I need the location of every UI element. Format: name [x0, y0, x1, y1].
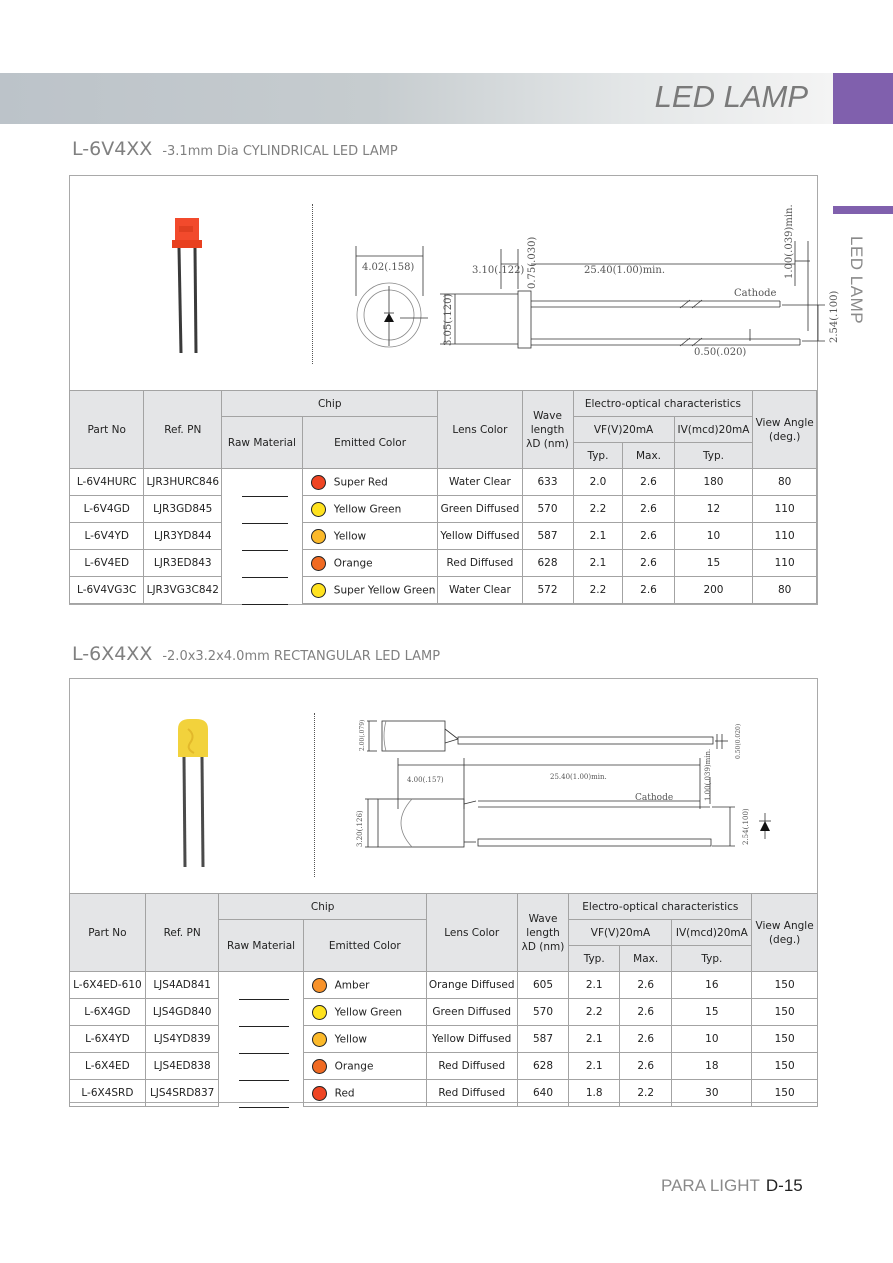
- dim-label: 4.00(.157): [407, 776, 444, 784]
- cell-iv-typ: 18: [672, 1053, 752, 1080]
- col-header-vf: VF(V)20mA: [569, 920, 672, 946]
- section-description: -2.0x3.2x4.0mm RECTANGULAR LED LAMP: [162, 649, 441, 664]
- section-description: -3.1mm Dia CYLINDRICAL LED LAMP: [162, 144, 398, 159]
- product-panel-cylindrical: [69, 175, 840, 605]
- col-header-vf-typ: Typ.: [569, 946, 619, 972]
- cell-view-angle: 150: [752, 999, 818, 1026]
- col-header-view-angle: View Angle (deg.): [752, 894, 818, 972]
- dimension-drawing-cylindrical: [340, 201, 840, 391]
- col-header-iv-typ: Typ.: [674, 443, 753, 469]
- cell-raw-material: [222, 523, 303, 550]
- cell-lens-color: Red Diffused: [426, 1053, 517, 1080]
- cell-vf-typ: 2.0: [573, 469, 623, 496]
- dim-label: 3.10(.122): [472, 265, 525, 276]
- col-header-wavelength: Wave length λD (nm): [517, 894, 569, 972]
- cell-wavelength: 605: [517, 972, 569, 999]
- col-header-iv: IV(mcd)20mA: [672, 920, 752, 946]
- side-tab-label: LED LAMP: [847, 236, 866, 325]
- cell-raw-material: [222, 550, 303, 577]
- cell-vf-typ: 2.1: [573, 550, 623, 577]
- color-swatch-icon: [311, 475, 326, 490]
- cell-ref-pn: LJS4AD841: [145, 972, 219, 999]
- dim-label: 0.50(.020): [694, 347, 747, 358]
- cell-vf-max: 2.2: [619, 1080, 672, 1107]
- dim-label: 2.00(.079): [359, 719, 366, 751]
- cell-vf-typ: 2.2: [569, 999, 619, 1026]
- dim-label: 3.05(.120): [443, 293, 454, 346]
- col-header-lens-color: Lens Color: [426, 894, 517, 972]
- cell-iv-typ: 10: [674, 523, 753, 550]
- table-row: [70, 550, 817, 577]
- emitted-color-label: Amber: [334, 979, 370, 991]
- cell-raw-material: [222, 577, 303, 604]
- section-title-rectangular: [72, 643, 440, 665]
- footer-brand: PARA LIGHT: [661, 1176, 760, 1195]
- dim-label: 0.75(.030): [527, 236, 538, 289]
- cell-ref-pn: LJS4ED838: [145, 1053, 219, 1080]
- color-swatch-icon: [312, 1086, 327, 1101]
- cell-vf-max: 2.6: [623, 550, 674, 577]
- cell-part-no: L-6X4ED-610: [70, 972, 146, 999]
- cell-wavelength: 628: [517, 1053, 569, 1080]
- cell-wavelength: 587: [517, 1026, 569, 1053]
- cell-vf-typ: 2.1: [569, 972, 619, 999]
- cell-vf-max: 2.6: [619, 972, 672, 999]
- header-accent-block: [833, 73, 893, 124]
- cell-ref-pn: LJR3HURC846: [144, 469, 222, 496]
- cell-vf-typ: 2.1: [569, 1026, 619, 1053]
- cell-view-angle: 150: [752, 1080, 818, 1107]
- raw-material-dash: [239, 1107, 288, 1108]
- color-swatch-icon: [311, 529, 326, 544]
- cell-view-angle: 110: [753, 523, 817, 550]
- header-banner: [0, 73, 833, 124]
- emitted-color-label: Yellow Green: [334, 1006, 403, 1018]
- cell-iv-typ: 180: [674, 469, 753, 496]
- cell-ref-pn: LJR3YD844: [144, 523, 222, 550]
- cell-emitted-color: [302, 496, 438, 523]
- cell-vf-typ: 2.2: [573, 496, 623, 523]
- cell-lens-color: Red Diffused: [438, 550, 522, 577]
- cell-raw-material: [222, 469, 303, 496]
- cell-raw-material: [219, 1053, 303, 1080]
- cell-part-no: L-6X4YD: [70, 1026, 146, 1053]
- cell-ref-pn: LJR3VG3C842: [144, 577, 222, 604]
- cell-raw-material: [219, 999, 303, 1026]
- table-row: [70, 1053, 818, 1080]
- led-lead: [184, 757, 185, 867]
- color-swatch-icon: [311, 502, 326, 517]
- cell-part-no: L-6V4VG3C: [70, 577, 144, 604]
- raw-material-dash: [242, 604, 288, 605]
- cell-part-no: L-6V4GD: [70, 496, 144, 523]
- color-swatch-icon: [312, 1005, 327, 1020]
- photo-divider: [314, 713, 315, 877]
- cell-ref-pn: LJR3ED843: [144, 550, 222, 577]
- cell-vf-max: 2.6: [619, 1026, 672, 1053]
- cell-vf-typ: 2.1: [573, 523, 623, 550]
- cell-emitted-color: [302, 469, 438, 496]
- dim-label: 25.40(1.00)min.: [584, 265, 665, 276]
- cell-vf-max: 2.6: [619, 1053, 672, 1080]
- emitted-color-label: Red: [334, 1087, 355, 1099]
- dimension-drawing-rectangular: [350, 709, 810, 869]
- cell-emitted-color: [303, 999, 426, 1026]
- color-swatch-icon: [311, 556, 326, 571]
- led-lead: [179, 248, 181, 353]
- col-header-vf: VF(V)20mA: [573, 417, 674, 443]
- table-row: [70, 999, 818, 1026]
- cell-emitted-color: [303, 1026, 426, 1053]
- cell-wavelength: 570: [517, 999, 569, 1026]
- cell-vf-typ: 2.1: [569, 1053, 619, 1080]
- cell-emitted-color: [303, 1053, 426, 1080]
- cell-emitted-color: [303, 1080, 426, 1107]
- spec-table-cylindrical: [69, 390, 817, 604]
- page-number: D-15: [765, 1176, 803, 1195]
- dim-label: 25.40(1.00)min.: [550, 773, 607, 781]
- cell-part-no: L-6X4ED: [70, 1053, 146, 1080]
- emitted-color-label: Yellow Green: [333, 503, 402, 515]
- col-header-part-no: Part No: [70, 391, 144, 469]
- dim-label: 1.00(.039)min.: [784, 204, 795, 279]
- cell-vf-typ: 2.2: [573, 577, 623, 604]
- side-tab-marker: [833, 206, 893, 214]
- led-lead: [195, 248, 196, 353]
- cell-lens-color: Water Clear: [438, 577, 522, 604]
- cell-ref-pn: LJS4GD840: [145, 999, 219, 1026]
- led-flange: [172, 240, 202, 248]
- col-header-emitted-color: Emitted Color: [302, 417, 438, 469]
- cell-ref-pn: LJS4YD839: [145, 1026, 219, 1053]
- cell-lens-color: Yellow Diffused: [438, 523, 522, 550]
- product-panel-rectangular: [69, 678, 818, 1103]
- table-row: [70, 972, 818, 999]
- cell-wavelength: 633: [522, 469, 573, 496]
- cathode-label: Cathode: [734, 288, 777, 299]
- cell-raw-material: [219, 972, 303, 999]
- cell-iv-typ: 30: [672, 1080, 752, 1107]
- emitted-color-label: Super Yellow Green: [333, 584, 436, 596]
- color-swatch-icon: [312, 1032, 327, 1047]
- color-swatch-icon: [312, 978, 327, 993]
- cell-iv-typ: 10: [672, 1026, 752, 1053]
- cell-vf-max: 2.6: [623, 496, 674, 523]
- section-code: L-6X4XX: [72, 643, 153, 665]
- emitted-color-label: Super Red: [333, 476, 388, 488]
- cell-vf-typ: 1.8: [569, 1080, 619, 1107]
- cell-lens-color: Water Clear: [438, 469, 522, 496]
- cell-view-angle: 150: [752, 1026, 818, 1053]
- cell-emitted-color: [302, 577, 438, 604]
- led-lead: [202, 757, 203, 867]
- cell-emitted-color: [303, 972, 426, 999]
- col-header-lens-color: Lens Color: [438, 391, 522, 469]
- col-header-ref-pn: Ref. PN: [144, 391, 222, 469]
- cell-iv-typ: 200: [674, 577, 753, 604]
- cell-raw-material: [219, 1080, 303, 1107]
- dim-label: 2.54(.100): [829, 290, 840, 343]
- cell-raw-material: [222, 496, 303, 523]
- col-header-ref-pn: Ref. PN: [145, 894, 219, 972]
- dim-label: 3.20(.126): [356, 810, 364, 847]
- cell-part-no: L-6V4HURC: [70, 469, 144, 496]
- col-header-vf-typ: Typ.: [573, 443, 623, 469]
- color-swatch-icon: [312, 1059, 327, 1074]
- table-row: [70, 577, 817, 604]
- cell-wavelength: 572: [522, 577, 573, 604]
- table-row: [70, 496, 817, 523]
- cell-wavelength: 640: [517, 1080, 569, 1107]
- col-header-electro-optical: Electro-optical characteristics: [569, 894, 752, 920]
- col-header-emitted-color: Emitted Color: [303, 920, 426, 972]
- led-photo-red: [165, 208, 215, 358]
- dim-label: 4.02(.158): [362, 262, 415, 273]
- col-header-chip: Chip: [219, 894, 426, 920]
- emitted-color-label: Orange: [334, 1060, 374, 1072]
- led-photo-yellow: [170, 717, 220, 869]
- cell-ref-pn: LJS4SRD837: [145, 1080, 219, 1107]
- cell-wavelength: 628: [522, 550, 573, 577]
- cell-raw-material: [219, 1026, 303, 1053]
- cathode-label: Cathode: [635, 793, 674, 803]
- emitted-color-label: Yellow: [333, 530, 367, 542]
- led-chip: [179, 226, 193, 232]
- cell-part-no: L-6X4SRD: [70, 1080, 146, 1107]
- cell-lens-color: Orange Diffused: [426, 972, 517, 999]
- spec-table-rectangular: [69, 893, 818, 1107]
- col-header-wavelength: Wave length λD (nm): [522, 391, 573, 469]
- dim-label: 0.50(0.020): [735, 723, 742, 759]
- cell-iv-typ: 16: [672, 972, 752, 999]
- dim-label: 2.54(.100): [742, 808, 750, 845]
- table-row: [70, 523, 817, 550]
- photo-divider: [312, 204, 313, 364]
- cell-lens-color: Green Diffused: [426, 999, 517, 1026]
- cell-emitted-color: [302, 550, 438, 577]
- col-header-raw-material: Raw Material: [222, 417, 303, 469]
- cell-view-angle: 80: [753, 577, 817, 604]
- cell-vf-max: 2.6: [623, 523, 674, 550]
- cell-iv-typ: 15: [672, 999, 752, 1026]
- cell-ref-pn: LJR3GD845: [144, 496, 222, 523]
- cell-vf-max: 2.6: [619, 999, 672, 1026]
- col-header-iv-typ: Typ.: [672, 946, 752, 972]
- col-header-part-no: Part No: [70, 894, 146, 972]
- cell-vf-max: 2.6: [623, 577, 674, 604]
- cell-part-no: L-6V4ED: [70, 550, 144, 577]
- cell-wavelength: 570: [522, 496, 573, 523]
- cell-view-angle: 150: [752, 972, 818, 999]
- cell-vf-max: 2.6: [623, 469, 674, 496]
- cell-part-no: L-6V4YD: [70, 523, 144, 550]
- cell-view-angle: 110: [753, 496, 817, 523]
- emitted-color-label: Yellow: [334, 1033, 367, 1045]
- col-header-raw-material: Raw Material: [219, 920, 303, 972]
- cell-lens-color: Red Diffused: [426, 1080, 517, 1107]
- cell-emitted-color: [302, 523, 438, 550]
- section-code: L-6V4XX: [72, 138, 153, 160]
- cell-lens-color: Yellow Diffused: [426, 1026, 517, 1053]
- col-header-electro-optical: Electro-optical characteristics: [573, 391, 753, 417]
- table-row: [70, 1026, 818, 1053]
- col-header-vf-max: Max.: [623, 443, 674, 469]
- cell-wavelength: 587: [522, 523, 573, 550]
- col-header-iv: IV(mcd)20mA: [674, 417, 753, 443]
- cell-view-angle: 80: [753, 469, 817, 496]
- col-header-chip: Chip: [222, 391, 438, 417]
- cell-lens-color: Green Diffused: [438, 496, 522, 523]
- col-header-view-angle: View Angle (deg.): [753, 391, 817, 469]
- table-row: [70, 469, 817, 496]
- page-footer: [661, 1176, 803, 1196]
- color-swatch-icon: [311, 583, 326, 598]
- col-header-vf-max: Max.: [619, 946, 672, 972]
- cell-iv-typ: 15: [674, 550, 753, 577]
- cell-view-angle: 150: [752, 1053, 818, 1080]
- cell-part-no: L-6X4GD: [70, 999, 146, 1026]
- section-title-cylindrical: [72, 138, 398, 160]
- header-title: LED LAMP: [654, 79, 808, 114]
- dim-label: 1.00(.039)min.: [704, 748, 712, 801]
- emitted-color-label: Orange: [333, 557, 373, 569]
- cell-view-angle: 110: [753, 550, 817, 577]
- table-row: [70, 1080, 818, 1107]
- cell-iv-typ: 12: [674, 496, 753, 523]
